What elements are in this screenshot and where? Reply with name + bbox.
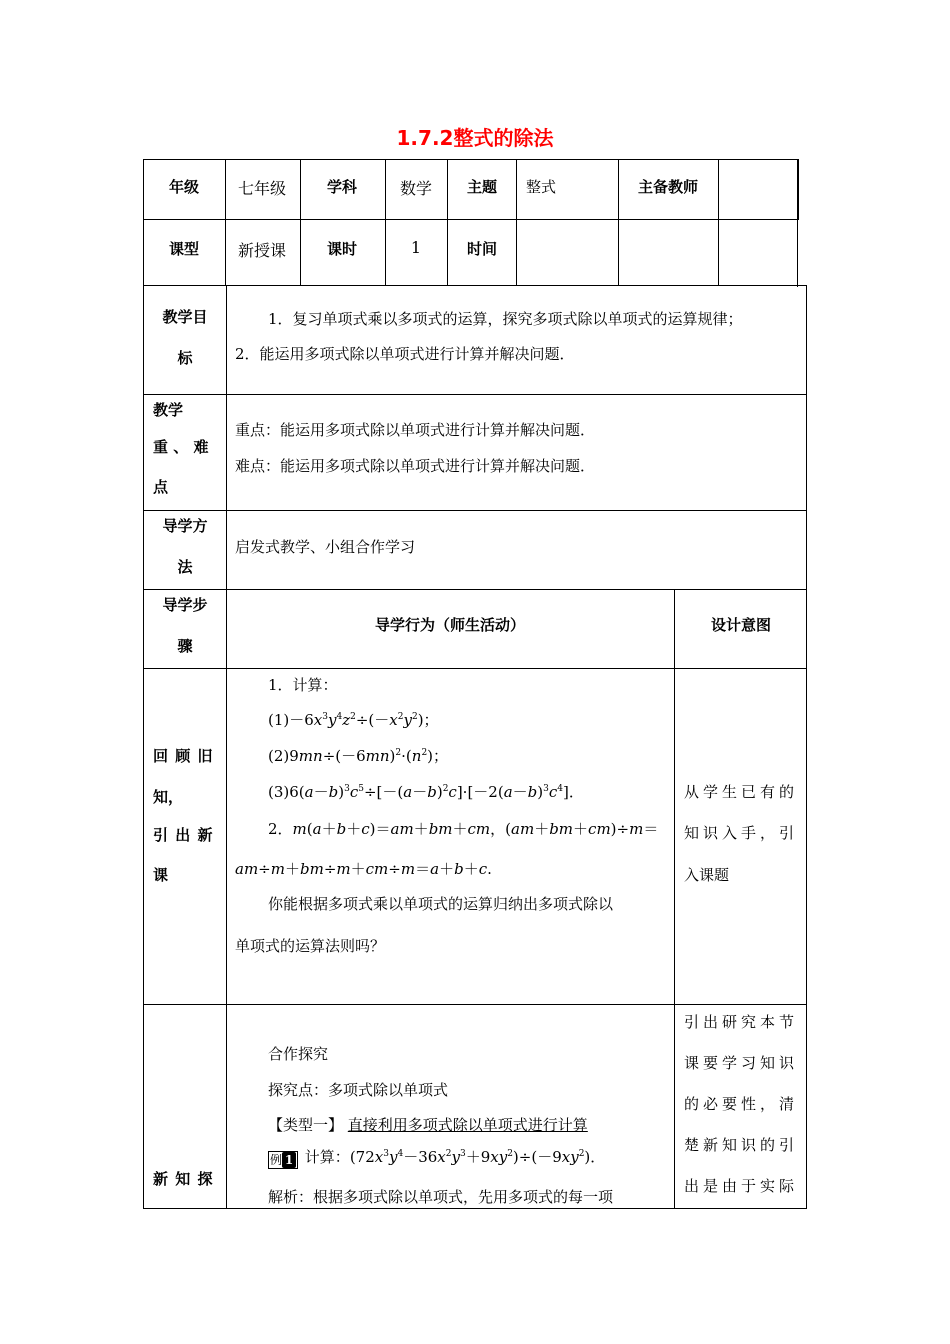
method-label-1: 导学方: [162, 517, 208, 535]
coop-title: 合作探究: [268, 1045, 329, 1063]
intent-header: 设计意图: [710, 616, 772, 634]
review-q1: $(1)-6x^3y^4z^2\div(-x^2y^2)$；: [268, 711, 439, 729]
nk-intent-4: 楚新知识的引: [684, 1136, 799, 1154]
subject-label: 学科: [326, 178, 358, 196]
review-question-1: 你能根据多项式乘以单项式的运算归纳出多项式除以: [268, 895, 614, 913]
type-one: [268, 1114, 588, 1135]
method-text: 启发式教学、小组合作学习: [235, 538, 416, 556]
topic-value: 整式: [526, 178, 557, 196]
goals-label-2: 标: [177, 349, 193, 367]
review-intent-2: 知识入手，引: [684, 824, 799, 842]
goals-line-2: 2．能运用多项式除以单项式进行计算并解决问题．: [235, 345, 575, 363]
grade-value: 七年级: [237, 179, 287, 198]
review-intent-3: 入课题: [684, 866, 730, 884]
subject-value: 数学: [399, 179, 433, 198]
teacher-label: 主备教师: [637, 178, 699, 196]
nk-intent-3: 的必要性，清: [684, 1095, 799, 1113]
steps-label-1: 导学步: [162, 596, 208, 614]
period-label: 课时: [326, 240, 358, 258]
activity-header: 导学行为（师生活动）: [374, 616, 526, 634]
review-q3: $(3)6(a-b)^3c^5\div[-(a-b)^2c]\cdot[-2(a-b)^3c^4]$．: [268, 783, 584, 801]
review-label-2: 知，: [153, 788, 184, 806]
goals-label-1: 教学目: [162, 308, 208, 326]
new-knowledge-label: 新 知 探: [153, 1170, 214, 1188]
topic-label: 主题: [466, 178, 498, 196]
review-item-1: 1．计算：: [268, 676, 338, 694]
example-number: 1: [282, 1152, 296, 1168]
keypoints-label-2: 重 、 难: [153, 438, 209, 456]
review-q2: $(2)9mn\div(-6mn)^2\cdot(n^2)$；: [268, 747, 449, 765]
review-label-4: 课: [153, 866, 169, 884]
type-tag: 【类型一】: [268, 1116, 344, 1134]
method-label-2: 法: [177, 558, 193, 576]
nk-intent-2: 课要学习知识: [684, 1054, 799, 1072]
time-label: 时间: [466, 240, 498, 258]
example-1: 例 1 计算：$(72x^3y^4-36x^2y^3+9xy^2)\div(-9xy^2)$．: [270, 1148, 606, 1167]
review-label-1: 回 顾 旧: [153, 747, 214, 765]
nk-intent-5: 出是由于实际: [684, 1177, 799, 1195]
type-label: 课型: [168, 240, 200, 258]
page-title: 1.7.2整式的除法: [396, 126, 554, 150]
goals-line-1: 1．复习单项式乘以多项式的运算，探究多项式除以单项式的运算规律；: [268, 310, 743, 328]
analysis-text: 解析：根据多项式除以单项式，先用多项式的每一项: [268, 1188, 614, 1206]
review-question-2: 单项式的运算法则吗？: [235, 937, 386, 955]
type-title: 直接利用多项式除以单项式进行计算: [347, 1116, 588, 1134]
keypoints-line-2: 难点：能运用多项式除以单项式进行计算并解决问题．: [235, 457, 596, 475]
review-intent-1: 从学生已有的: [684, 783, 799, 801]
steps-label-2: 骤: [177, 637, 193, 655]
nk-intent-1: 引出研究本节: [684, 1013, 799, 1031]
keypoints-label-3: 点: [153, 478, 169, 496]
type-value: 新授课: [237, 241, 287, 260]
explore-point: 探究点：多项式除以单项式: [268, 1081, 449, 1099]
grade-label: 年级: [168, 178, 200, 196]
keypoints-label-1: 教学: [153, 401, 184, 419]
review-item-2-line-1: 2．m(a＋b＋c)＝am＋bm＋cm，(am＋bm＋cm)÷m＝: [268, 820, 659, 838]
example-tag: 例: [270, 1153, 283, 1167]
review-label-3: 引 出 新: [153, 826, 214, 844]
review-item-2-line-2: am÷m＋bm÷m＋cm÷m＝a＋b＋c.: [235, 860, 492, 878]
keypoints-line-1: 重点：能运用多项式除以单项式进行计算并解决问题．: [235, 421, 596, 439]
period-value: 1: [410, 238, 422, 257]
